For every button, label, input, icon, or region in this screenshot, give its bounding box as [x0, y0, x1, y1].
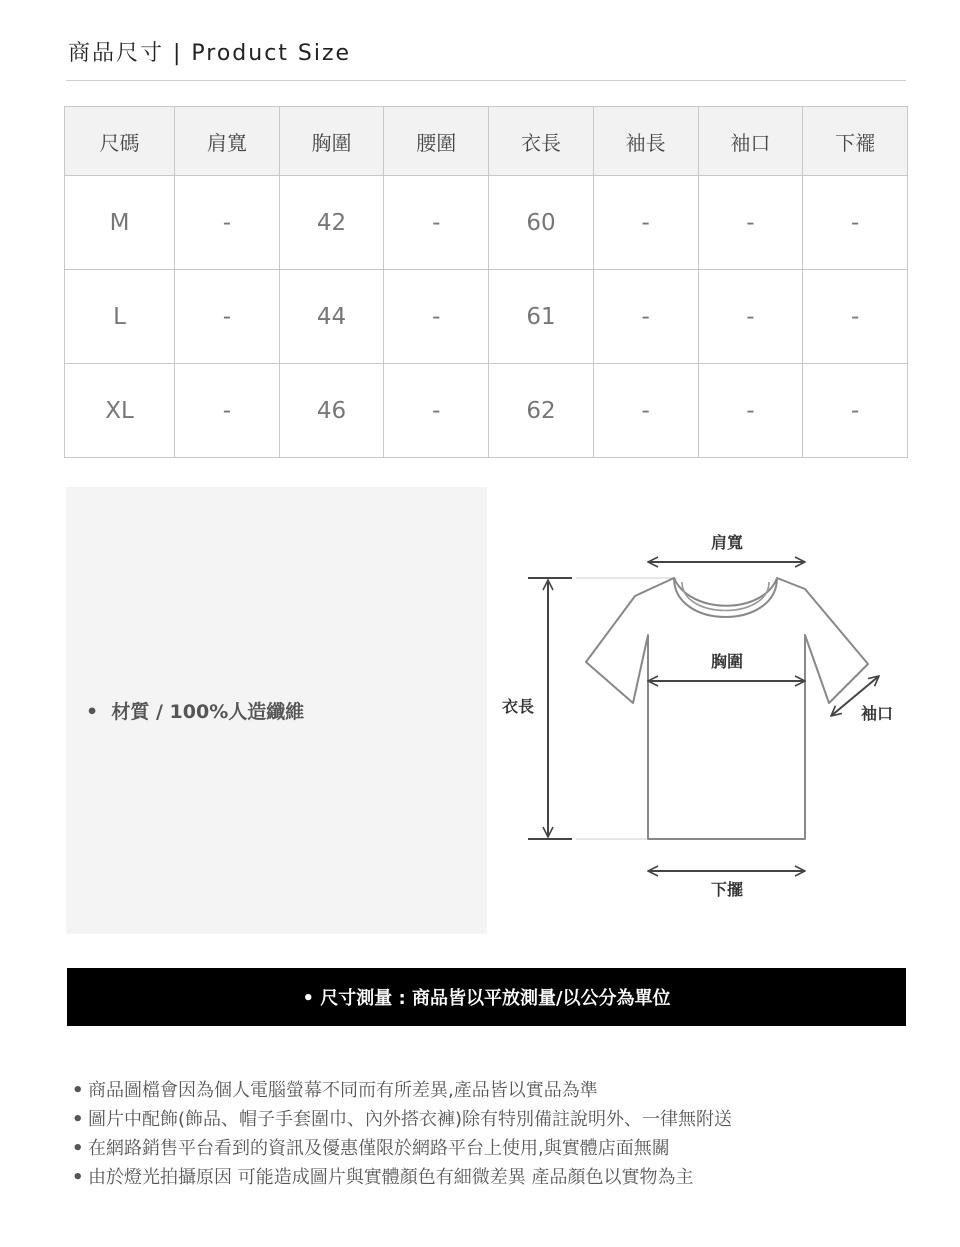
table-cell: -: [384, 176, 489, 270]
bullet: •: [72, 1109, 84, 1130]
table-cell: 62: [489, 364, 594, 458]
table-cell: -: [384, 364, 489, 458]
table-cell: XL: [65, 364, 175, 458]
table-cell: -: [698, 270, 803, 364]
table-cell: M: [65, 176, 175, 270]
note-text: 商品圖檔會因為個人電腦螢幕不同而有所差異,產品皆以實品為準: [88, 1080, 598, 1101]
table-cell: -: [698, 176, 803, 270]
table-row: [65, 270, 908, 364]
size-table-header: [65, 107, 908, 176]
table-cell: -: [803, 176, 908, 270]
table-cell: -: [803, 364, 908, 458]
table-cell: -: [803, 270, 908, 364]
column-header: 下襬: [803, 107, 908, 176]
measurement-note: • 尺寸測量 : 商品皆以平放測量/以公分為單位: [302, 988, 671, 1009]
table-cell: -: [384, 270, 489, 364]
table-row: [65, 364, 908, 458]
table-cell: -: [698, 364, 803, 458]
table-cell: -: [593, 364, 698, 458]
note-text: 由於燈光拍攝原因 可能造成圖片與實體顏色有細微差異 產品顏色以實物為主: [88, 1167, 694, 1188]
list-item: [72, 1105, 732, 1134]
cuff-label: 袖口: [860, 704, 894, 723]
table-cell: 61: [489, 270, 594, 364]
size-table: [64, 106, 908, 458]
chest-label: 胸圍: [710, 652, 744, 671]
column-header: 肩寬: [175, 107, 280, 176]
table-row: [65, 176, 908, 270]
material-panel: [66, 487, 487, 934]
table-cell: 42: [279, 176, 384, 270]
tshirt-measurement-diagram: [490, 520, 910, 910]
table-cell: -: [175, 364, 280, 458]
table-cell: -: [175, 176, 280, 270]
measurement-note-bar: [67, 968, 906, 1026]
table-cell: -: [593, 270, 698, 364]
table-cell: L: [65, 270, 175, 364]
material-bullet: •: [86, 701, 99, 723]
note-text: 圖片中配飾(飾品、帽子手套圍巾、內外搭衣褲)除有特別備註說明外、一律無附送: [88, 1109, 733, 1130]
table-cell: -: [593, 176, 698, 270]
title-divider: [66, 80, 906, 81]
bullet: •: [72, 1080, 84, 1101]
table-cell: -: [175, 270, 280, 364]
shoulder-label: 肩寬: [710, 533, 744, 552]
column-header: 腰圍: [384, 107, 489, 176]
notes-list: [72, 1076, 732, 1192]
list-item: [72, 1076, 732, 1105]
column-header: 尺碼: [65, 107, 175, 176]
bullet: •: [72, 1138, 84, 1159]
table-cell: 44: [279, 270, 384, 364]
section-title: 商品尺寸 | Product Size: [68, 41, 352, 66]
list-item: [72, 1163, 732, 1192]
table-cell: 46: [279, 364, 384, 458]
list-item: [72, 1134, 732, 1163]
table-cell: 60: [489, 176, 594, 270]
column-header: 袖口: [698, 107, 803, 176]
hem-label: 下擺: [710, 880, 744, 899]
column-header: 袖長: [593, 107, 698, 176]
bullet: •: [72, 1167, 84, 1188]
column-header: 衣長: [489, 107, 594, 176]
column-header: 胸圍: [279, 107, 384, 176]
material-label: 材質 / 100%人造纖維: [111, 701, 305, 723]
length-label: 衣長: [501, 697, 535, 716]
note-text: 在網路銷售平台看到的資訊及優惠僅限於網路平台上使用,與實體店面無關: [88, 1138, 670, 1159]
material-info: [86, 697, 304, 724]
